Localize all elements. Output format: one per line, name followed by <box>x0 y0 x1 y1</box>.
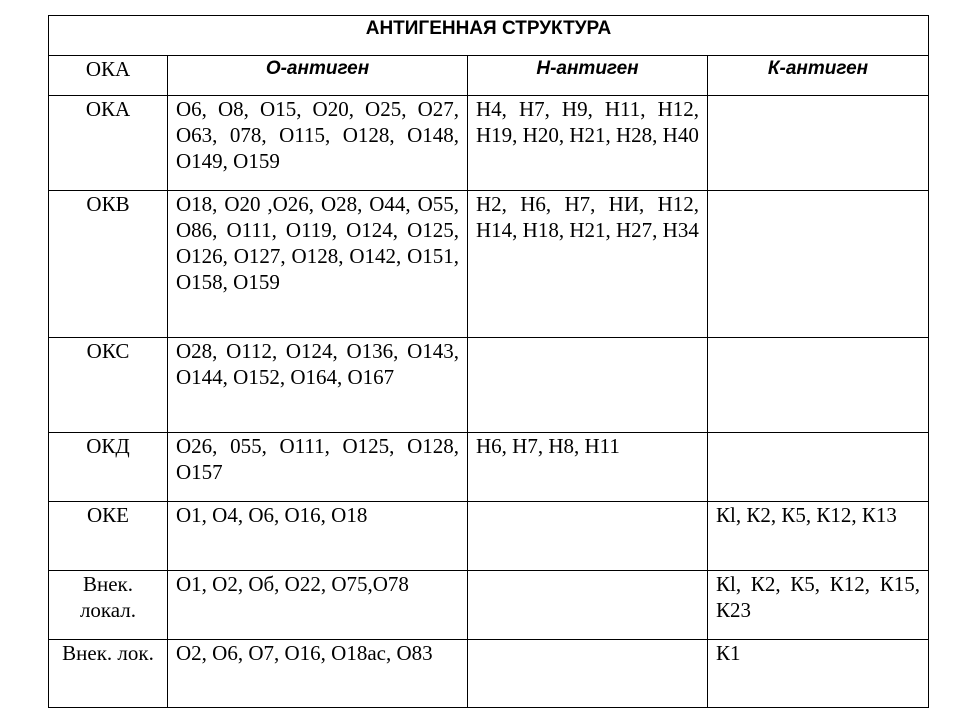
table-row <box>49 502 929 571</box>
column-header-k-antigen: К-антиген <box>708 56 929 96</box>
table-row <box>49 571 929 640</box>
group-cell: Внек. лок. <box>49 640 168 708</box>
h-antigen-cell <box>468 338 708 433</box>
k-antigen-cell <box>708 433 929 502</box>
o-antigen-cell: О26, 055, О111, О125, О128, О157 <box>168 433 468 502</box>
table-row <box>49 191 929 338</box>
h-antigen-cell <box>468 502 708 571</box>
k-antigen-cell: Кl, К2, К5, К12, К15, К23 <box>708 571 929 640</box>
h-antigen-cell: Н6, Н7, Н8, Н11 <box>468 433 708 502</box>
group-cell: ОКВ <box>49 191 168 338</box>
h-antigen-cell: Н2, Н6, Н7, НИ, Н12, Н14, Н18, Н21, Н27, Н34 <box>468 191 708 338</box>
table-row <box>49 96 929 191</box>
table-header-row <box>49 56 929 96</box>
group-cell: ОКЕ <box>49 502 168 571</box>
column-header-o-antigen: О-антиген <box>168 56 468 96</box>
o-antigen-cell: О28, О112, О124, О136, О143, О144, О152, О164, О167 <box>168 338 468 433</box>
h-antigen-cell <box>468 571 708 640</box>
group-cell: ОКА <box>49 96 168 191</box>
o-antigen-cell: О6, О8, О15, О20, О25, О27, О63, 078, О115, О128, О148, О149, О159 <box>168 96 468 191</box>
table-row <box>49 433 929 502</box>
group-cell: ОКД <box>49 433 168 502</box>
table-title-row <box>49 16 929 56</box>
k-antigen-cell: Кl, К2, К5, К12, К13 <box>708 502 929 571</box>
h-antigen-cell <box>468 640 708 708</box>
antigen-structure-table <box>48 15 929 708</box>
table-row <box>49 640 929 708</box>
h-antigen-cell: Н4, Н7, Н9, Н11, Н12, Н19, Н20, Н21, Н28, Н40 <box>468 96 708 191</box>
k-antigen-cell <box>708 191 929 338</box>
table-title: АНТИГЕННАЯ СТРУКТУРА <box>49 16 929 56</box>
table-row <box>49 338 929 433</box>
column-header-h-antigen: Н-антиген <box>468 56 708 96</box>
o-antigen-cell: О18, О20 ,О26, О28, О44, О55, О86, О111, О119, О124, О125, О126, О127, О128, О142, О151, О158, О159 <box>168 191 468 338</box>
column-header-group: ОКА <box>49 56 168 96</box>
k-antigen-cell <box>708 96 929 191</box>
group-cell: Внек. локал. <box>49 571 168 640</box>
k-antigen-cell <box>708 338 929 433</box>
o-antigen-cell: О2, О6, О7, О16, О18ас, О83 <box>168 640 468 708</box>
o-antigen-cell: О1, О2, Об, О22, О75,О78 <box>168 571 468 640</box>
k-antigen-cell: К1 <box>708 640 929 708</box>
group-cell: ОКС <box>49 338 168 433</box>
o-antigen-cell: О1, О4, О6, О16, О18 <box>168 502 468 571</box>
